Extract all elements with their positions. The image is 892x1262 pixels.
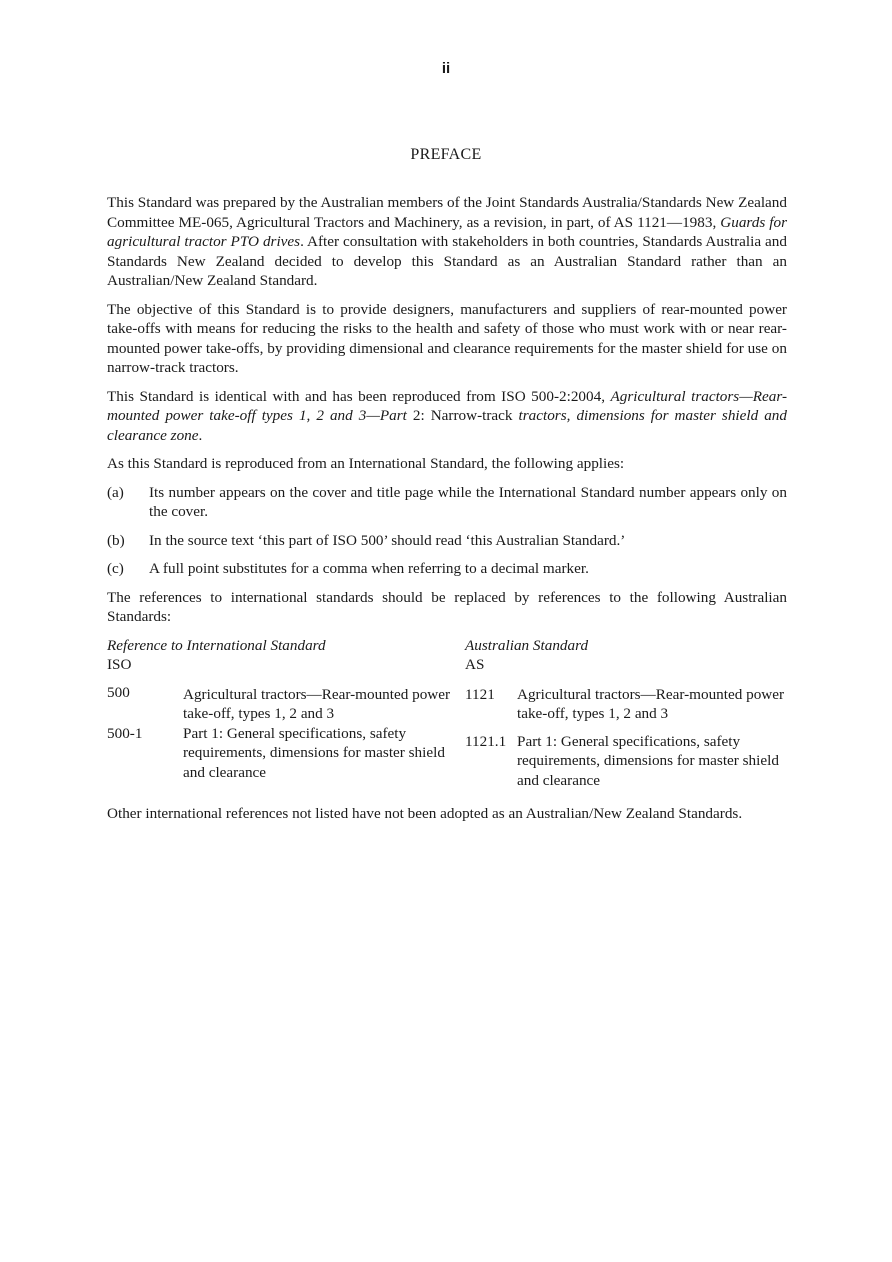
iso-number: 500 (107, 683, 130, 701)
paragraph-source-text-2: 2: Narrow-track (406, 407, 519, 424)
list-marker: (b) (107, 531, 125, 549)
list-marker: (a) (107, 483, 124, 501)
as-title: Agricultural tractors—Rear-mounted power take-off, types 1, 2 and 3 (517, 685, 785, 722)
source-standard-title-2: tractors, dimensions for master shield and clearance zone (107, 407, 787, 444)
paragraph-source (107, 387, 787, 446)
superseded-standard-title: Guards for agricultural tractor PTO drives (107, 213, 787, 250)
list-item (107, 531, 787, 551)
paragraph-applies: As this Standard is reproduced from an International Standard, the following applies: (107, 455, 625, 472)
list-item-text: A full point substitutes for a comma when referring to a decimal marker. (149, 560, 589, 577)
subheader-as: AS (465, 656, 485, 673)
table-row (107, 724, 787, 791)
page-number: ii (441, 60, 451, 77)
header-australian: Australian Standard (465, 636, 589, 654)
paragraph-committee (107, 193, 787, 291)
list-item (107, 559, 787, 579)
iso-number: 500-1 (107, 724, 143, 742)
paragraph-references: The references to international standards should be replaced by references to the following Australian Standards: (107, 588, 787, 625)
list-item-text: In the source text ‘this part of ISO 500’ should read ‘this Australian Standard.’ (149, 531, 626, 549)
paragraph-other-references: Other international references not listed have not been adopted as an Australian/New Zealand Standards. (107, 805, 743, 822)
list-marker: (c) (107, 560, 124, 577)
as-title: Part 1: General specifications, safety requirements, dimensions for master shield and clearance (517, 732, 779, 789)
preface-body (107, 193, 787, 833)
subheader-iso: ISO (107, 656, 132, 673)
paragraph-committee-text-1: This Standard was prepared by the Australian members of the Joint Standards Australia/Standards New Zealand Committee ME-065, Agricultural Tractors and Machinery, as a revision, in part, of AS 1121—1983, (107, 194, 787, 231)
table-subheader-row (107, 655, 787, 675)
paragraph-source-text-3: . (198, 426, 203, 444)
table-row (107, 675, 787, 724)
iso-title: Agricultural tractors—Rear-mounted power take-off, types 1, 2 and 3 (183, 685, 451, 722)
paragraph-objective: The objective of this Standard is to provide designers, manufacturers and suppliers of rear-mounted power take-offs with means for reducing the risks to the health and safety of those who must work with or near rear-mounted power take-offs, by providing dimensional and clearance requirements for the master shield for use on narrow-track tractors. (107, 300, 787, 376)
list-item (107, 483, 787, 522)
as-number: 1121.1 (465, 732, 507, 750)
iso-title: Part 1: General specifications, safety requirements, dimensions for master shield and clearance (183, 724, 445, 781)
table-header-row (107, 636, 787, 656)
reference-table (107, 636, 787, 791)
page-title: PREFACE (410, 146, 482, 163)
header-international: Reference to International Standard (107, 636, 326, 654)
as-number: 1121 (465, 685, 495, 703)
list-item-text: Its number appears on the cover and title page while the International Standard number appears only on the cover. (149, 483, 787, 520)
paragraph-committee-text-2: . After consultation with stakeholders in both countries, Standards Australia and Standards New Zealand decided to develop this Standard as an Australian Standard rather than an Australian/New Zealand Standard. (107, 233, 787, 289)
source-standard-title-1: Agricultural tractors—Rear-mounted power take-off types 1, 2 and 3—Part (107, 387, 787, 424)
paragraph-source-text-1: This Standard is identical with and has been reproduced from ISO 500-2:2004, (107, 387, 611, 405)
